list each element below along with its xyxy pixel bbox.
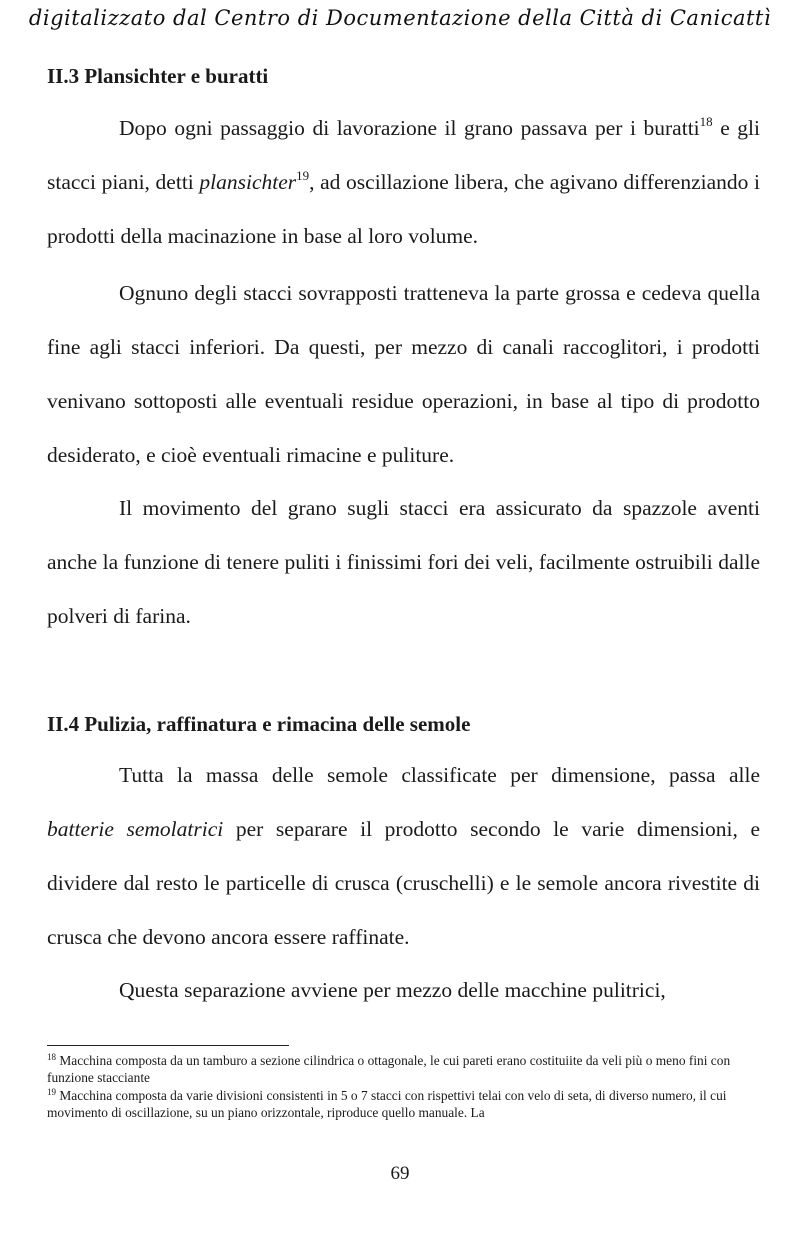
footnote-text: Macchina composta da un tamburo a sezione cilindrica o ottagonale, le cui pareti erano costituiite da veli più o meno fini con funzione stacciante (47, 1053, 731, 1085)
section-heading-II-3: II.3 Plansichter e buratti (47, 64, 269, 88)
paragraph (47, 481, 760, 643)
italic-term: batterie semolatrici (47, 817, 224, 841)
paragraph-text: Questa separazione avviene per mezzo delle macchine pulitrici, (119, 978, 666, 1002)
italic-term: plansichter (199, 170, 297, 194)
page-number: 69 (390, 1163, 410, 1184)
footnote-mark: 18 (47, 1052, 56, 1062)
footnote-reference: 18 (699, 114, 713, 129)
paragraph-text: , ad oscillazione libera, che agivano differenziando i prodotti della macinazione in base al loro volume. (47, 170, 760, 248)
watermark: digitalizzato dal Centro di Documentazione della Città di Canicattì (28, 6, 772, 30)
paragraph-text: Tutta la massa delle semole classificate per dimensione, passa alle (119, 763, 760, 787)
footnote-mark: 19 (47, 1087, 56, 1097)
footnote-separator (47, 1045, 289, 1046)
paragraph-text: Dopo ogni passaggio di lavorazione il grano passava per i buratti (119, 116, 700, 140)
paragraph (47, 963, 760, 1017)
section-heading-II-4: II.4 Pulizia, raffinatura e rimacina delle semole (47, 712, 471, 736)
footnotes (47, 1052, 760, 1122)
paragraph (47, 266, 760, 482)
footnote (47, 1052, 760, 1086)
paragraph (47, 748, 760, 964)
paragraph-text: per separare il prodotto secondo le varie dimensioni, e dividere dal resto le particelle di crusca (cruschelli) e le semole ancora rivestite di crusca che devono ancora essere raffinate. (47, 817, 760, 949)
paragraph-text: Il movimento del grano sugli stacci era assicurato da spazzole aventi anche la funzione di tenere puliti i finissimi fori dei veli, facilmente ostruibili dalle polveri di farina. (47, 496, 760, 628)
paragraph (47, 101, 760, 263)
paragraph-text: Ognuno degli stacci sovrapposti tratteneva la parte grossa e cedeva quella fine agli stacci inferiori. Da questi, per mezzo di canali raccoglitori, i prodotti venivano sottoposti alle eventuali residue operazioni, in base al tipo di prodotto desiderato, e cioè eventuali rimacine e puliture. (47, 281, 760, 467)
footnote-reference: 19 (296, 168, 310, 183)
paragraph-text: e gli stacci piani, detti (47, 116, 760, 194)
footnote (47, 1087, 760, 1121)
footnote-text: Macchina composta da varie divisioni consistenti in 5 o 7 stacci con rispettivi telai con velo di seta, di diverso numero, il cui movimento di oscillazione, su un piano orizzontale, riproduce quello manuale. La (47, 1088, 727, 1120)
